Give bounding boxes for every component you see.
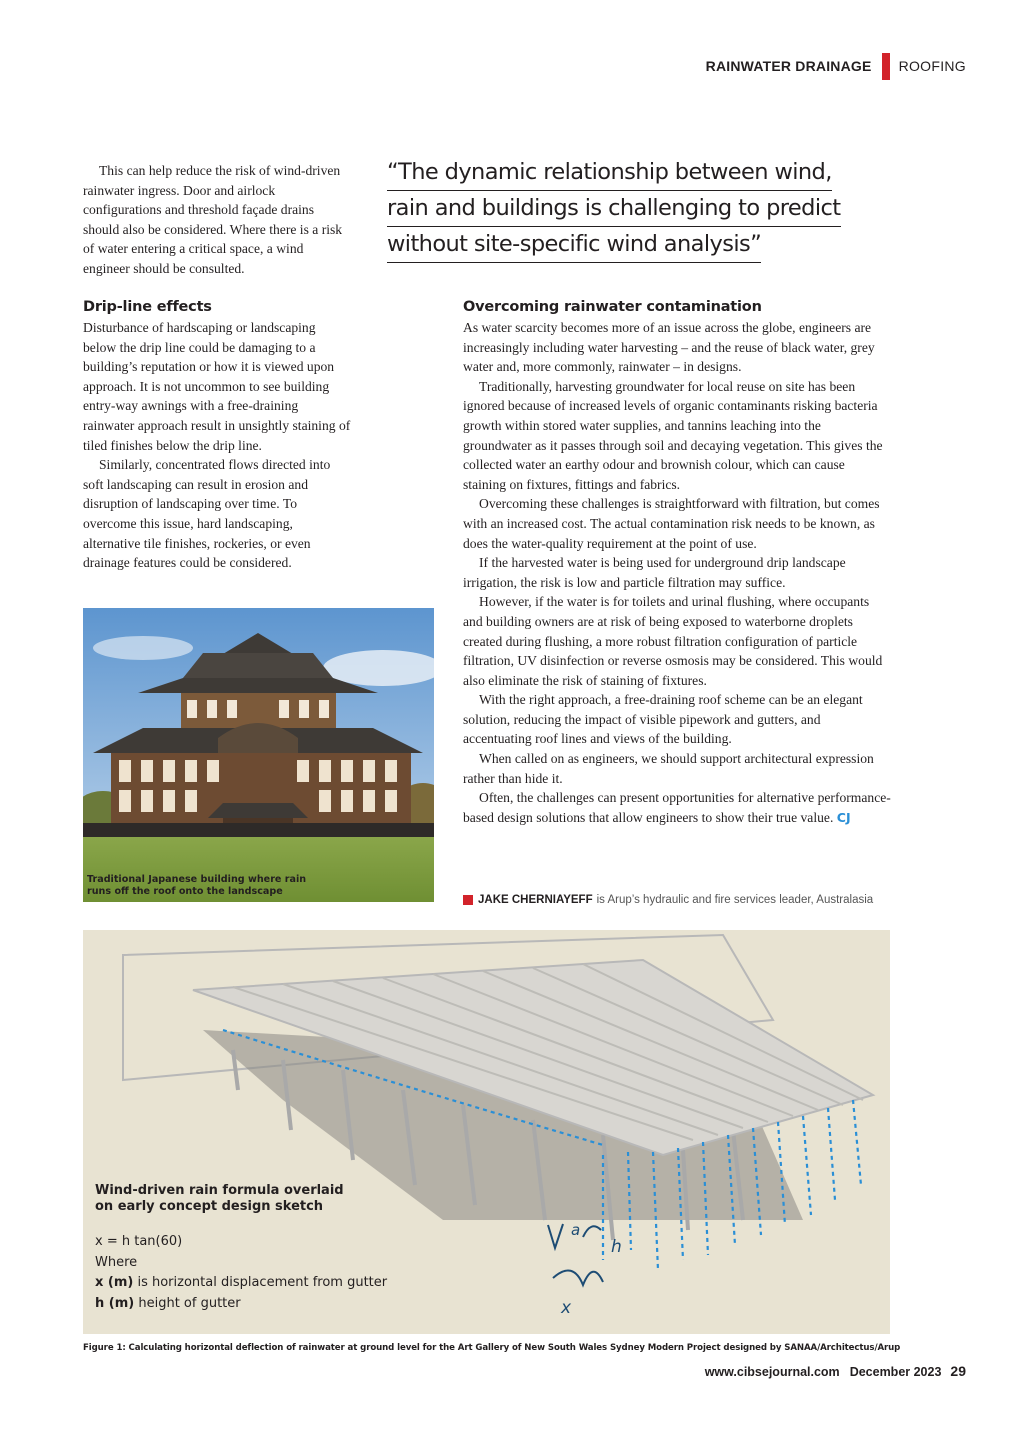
- formula-where: Where: [95, 1254, 138, 1270]
- contamination-paragraph: If the harvested water is being used for underground drip landscape irrigation, the risk is low and particle filtration may suffice.: [463, 555, 846, 590]
- contamination-paragraph: However, if the water is for toilets and urinal flushing, where occupants and building owners are at risk of being exposed to waterborne droplets created during flushing, a more robust filtration configuration of particle filtration, UV disinfection or reverse osmosis may be considered. This would also eliminate the risk of staining of fixtures.: [463, 594, 883, 688]
- intro-paragraph: This can help reduce the risk of wind-driven rainwater ingress. Door and airlock configurations and threshold façade drains should also be considered. Where there is a risk of water entering a critical space, a wind engineer should be consulted.: [83, 163, 343, 276]
- concept-sketch-figure: [83, 930, 890, 1334]
- contamination-heading: Overcoming rainwater contamination: [463, 299, 762, 315]
- x-term: x (m): [95, 1275, 134, 1290]
- figure-formula-block: [95, 1232, 387, 1314]
- x-description: is horizontal displacement from gutter: [133, 1275, 388, 1290]
- contamination-paragraph: As water scarcity becomes more of an issue across the globe, engineers are increasingly including water harvesting – and the reuse of black water, grey water and, more commonly, rainwater – in designs.: [463, 320, 875, 375]
- header-topic: ROOFING: [898, 58, 966, 74]
- photo-caption: Traditional Japanese building where rain runs off the roof onto the landscape: [87, 874, 307, 897]
- page-number: 29: [950, 1363, 966, 1379]
- byline-marker: [463, 895, 473, 905]
- page-footer: [705, 1363, 966, 1379]
- sketch-angle-label: a: [571, 1221, 581, 1239]
- contamination-paragraph: Overcoming these challenges is straightforward with filtration, but comes with an increased cost. The actual contamination risk needs to be known, as does the water-quality requirement at the point of use.: [463, 496, 880, 551]
- pull-quote: [387, 155, 867, 263]
- formula-line: x = h tan(60): [95, 1234, 183, 1249]
- drip-line-paragraph: Disturbance of hardscaping or landscaping below the drip line could be damaging to a building’s reputation or how it is viewed upon approach. It is not uncommon to see building entry-way awnings with a free-draining rainwater approach result in unsightly staining of tiled finishes below the drip line.: [83, 320, 351, 453]
- contamination-paragraph: With the right approach, a free-draining roof scheme can be an elegant solution, reducing the impact of visible pipework and gutters, and accentuating roof lines and views of the building.: [463, 692, 863, 747]
- figure-title: Wind-driven rain formula overlaid on early concept design sketch: [95, 1183, 344, 1214]
- author-byline: [463, 894, 873, 906]
- pull-quote-line: without site-specific wind analysis”: [387, 227, 761, 263]
- contamination-section: [463, 296, 891, 827]
- header-divider: [882, 53, 890, 80]
- pull-quote-line: “The dynamic relationship between wind,: [387, 155, 832, 191]
- temple-photo: [83, 608, 434, 902]
- footer-site-link[interactable]: www.cibsejournal.com: [704, 1365, 840, 1379]
- sketch-height-label: h: [611, 1237, 622, 1257]
- header-section: RAINWATER DRAINAGE: [705, 58, 872, 74]
- intro-paragraph-block: [83, 161, 351, 279]
- contamination-final-paragraph: [463, 788, 891, 827]
- sketch-displacement-label: x: [561, 1298, 572, 1318]
- h-term: h (m): [95, 1295, 135, 1311]
- author-role: is Arup’s hydraulic and fire services leader, Australasia: [596, 894, 874, 906]
- contamination-paragraph: When called on as engineers, we should support architectural expression rather than hide it.: [463, 751, 874, 786]
- final-paragraph-text: Often, the challenges can present opportunities for alternative performance-based design solutions that allow engineers to show their true value.: [463, 790, 891, 825]
- footer-date: December 2023: [849, 1365, 942, 1379]
- pull-quote-line: rain and buildings is challenging to predict: [387, 191, 841, 227]
- h-description: height of gutter: [134, 1295, 241, 1311]
- formula-x-definition: [95, 1273, 387, 1294]
- drip-line-heading: Drip-line effects: [83, 299, 212, 315]
- drip-line-section: [83, 296, 351, 573]
- drip-line-paragraph: Similarly, concentrated flows directed into soft landscaping can result in erosion and disruption of landscaping over time. To overcome this issue, hard landscaping, alternative tile finishes, rockeries, or even drainage features could be considered.: [83, 457, 331, 571]
- end-mark: CJ: [836, 809, 851, 825]
- formula-h-definition: [95, 1294, 387, 1315]
- contamination-paragraph: Traditionally, harvesting groundwater for local reuse on site has been ignored because of increased levels of organic contaminants risking bacteria growth within stored water supplies, and tannins leaching into the groundwater as it passes through soil and decaying vegetation. This gives the collected water an earthy odour and brownish colour, which can cause staining on fixtures, fittings and fabrics.: [463, 378, 883, 492]
- running-header: [706, 52, 966, 80]
- author-name: JAKE CHERNIAYEFF: [478, 894, 593, 906]
- temple-illustration: [83, 608, 434, 902]
- figure-caption: Figure 1: Calculating horizontal deflection of rainwater at ground level for the Art Gallery of New South Wales Sydney Modern Project designed by SANAA/Architectus/Arup: [83, 1343, 901, 1353]
